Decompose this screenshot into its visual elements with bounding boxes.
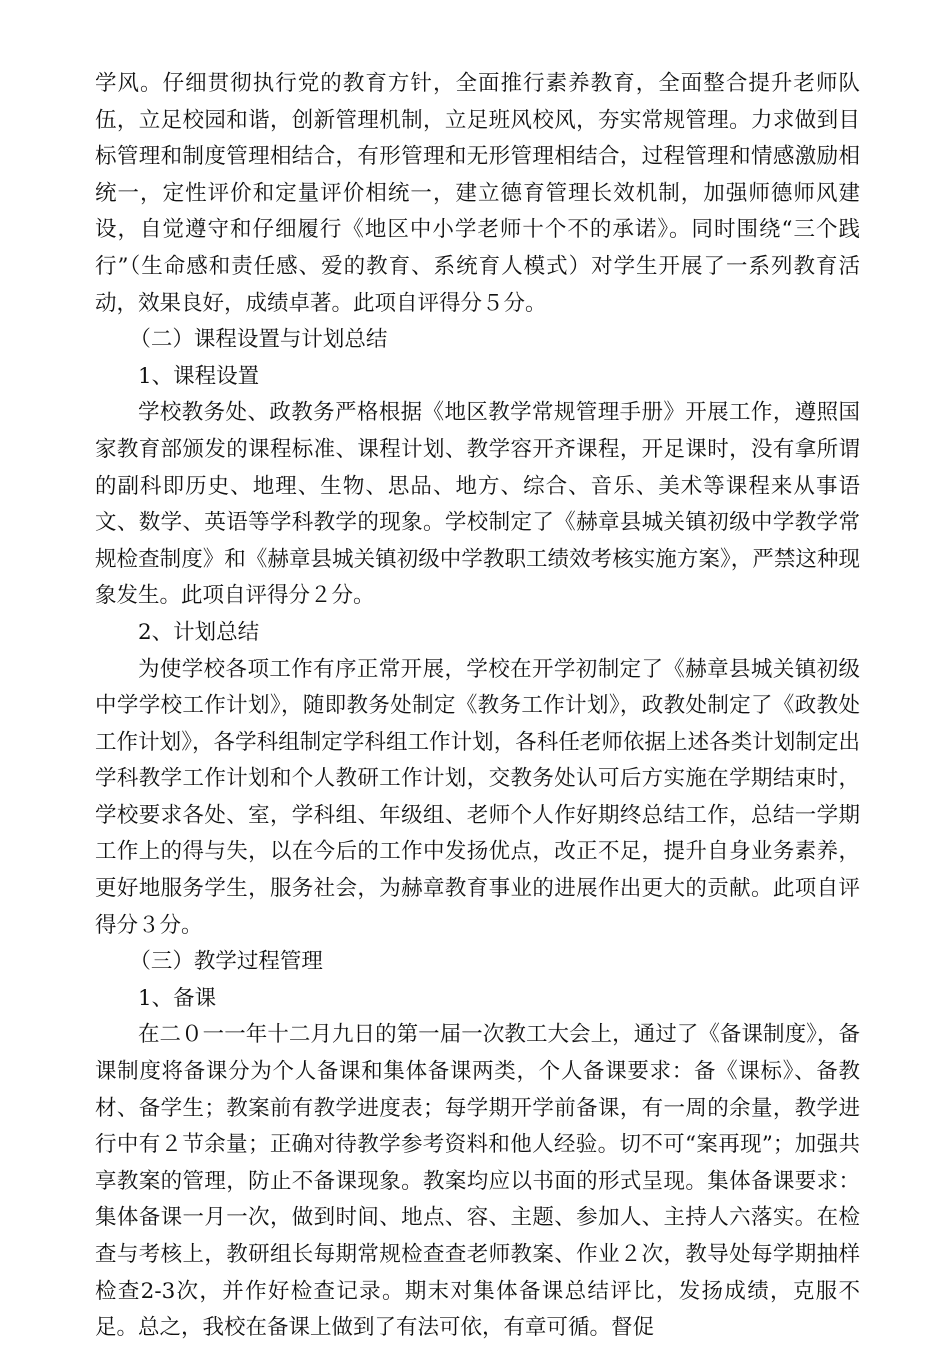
document-page	[95, 66, 860, 1347]
subheading-lesson-preparation: 1、备课	[138, 985, 217, 1011]
section-heading-teaching-process: （三）教学过程管理	[129, 949, 323, 975]
subheading-curriculum-setting: 1、课程设置	[138, 363, 260, 389]
section-heading-curriculum-and-planning: （二）课程设置与计划总结	[129, 327, 388, 353]
paragraph-plan-summary: 为使学校各项工作有序正常开展，学校在开学初制定了《赫章县城关镇初级中学学校工作计划》，随即教务处制定《教务工作计划》，政教处制定了《政教处工作计划》，各学科组制定学科组工作计划，各科任老师依据上述各类计划制定出学科教学工作计划和个人教研工作计划，交教务处认可后方实施在学期结束时，学校要求各处、室，学科组、年级组、老师个人作好期终总结工作，总结一学期工作上的得与失，以在今后的工作中发扬优点，改正不足，提升自身业务素养，更好地服务学生，服务社会，为赫章教育事业的进展作出更大的贡献。此项自评得分３分。	[95, 656, 860, 938]
subheading-plan-summary: 2、计划总结	[138, 619, 260, 645]
intro-paragraph: 学风。仔细贯彻执行党的教育方针，全面推行素养教育，全面整合提升老师队伍，立足校园和谐，创新管理机制，立足班风校风，夯实常规管理。力求做到目标管理和制度管理相结合，有形管理和无形管理相结合，过程管理和情感激励相统一，定性评价和定量评价相统一，建立德育管理长效机制，加强师德师风建设，自觉遵守和仔细履行《地区中小学老师十个不的承诺》。同时围绕“三个践行”（生命感和责任感、爱的教育、系统育人模式）对学生开展了一系列教育活动，效果良好，成绩卓著。此项自评得分５分。	[95, 71, 860, 316]
paragraph-lesson-preparation: 在二０一一年十二月九日的第一届一次教工大会上，通过了《备课制度》，备课制度将备课分为个人备课和集体备课两类，个人备课要求：备《课标》、备教材、备学生；教案前有教学进度表；每学期开学前备课，有一周的余量，教学进行中有２节余量；正确对待教学参考资料和他人经验。切不可“案再现”；加强共享教案的管理，防止不备课现象。教案均应以书面的形式呈现。集体备课要求：集体备课一月一次，做到时间、地点、容、主题、参加人、主持人六落实。在检查与考核上，教研组长每期常规检查查老师教案、作业２次，教导处每学期抽样检查2-3次，并作好检查记录。期末对集体备课总结评比，发扬成绩，克服不足。总之，我校在备课上做到了有法可依，有章可循。督促	[95, 1022, 860, 1341]
paragraph-curriculum-setting: 学校教务处、政教务严格根据《地区教学常规管理手册》开展工作，遵照国家教育部颁发的课程标准、课程计划、教学容开齐课程，开足课时，没有拿所谓的副科即历史、地理、生物、思品、地方、综合、音乐、美术等课程来从事语文、数学、英语等学科教学的现象。学校制定了《赫章县城关镇初级中学教学常规检查制度》和《赫章县城关镇初级中学教职工绩效考核实施方案》，严禁这种现象发生。此项自评得分２分。	[95, 400, 860, 609]
